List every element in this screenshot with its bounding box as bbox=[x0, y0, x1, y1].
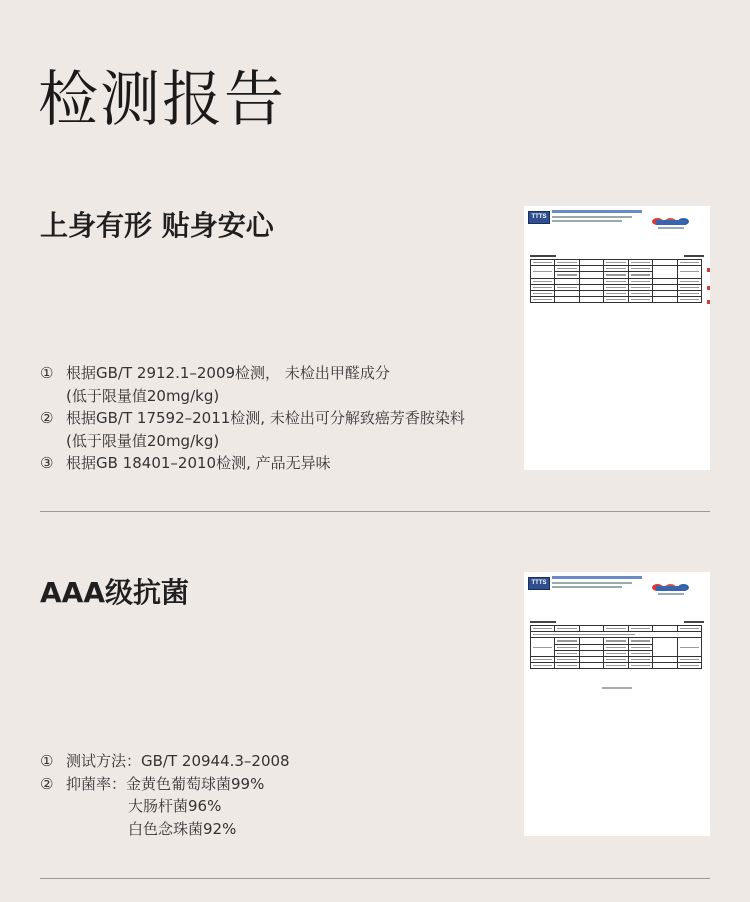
item-number: ② bbox=[40, 774, 54, 793]
list-item bbox=[40, 452, 465, 475]
list-item-note bbox=[40, 818, 290, 841]
item-text: 根据GB/T 2912.1–2009检测， 未检出甲醛成分 bbox=[66, 364, 390, 382]
report-title bbox=[656, 586, 686, 591]
item-text: 测试方法：GB/T 20944.3–2008 bbox=[66, 752, 290, 770]
section-divider bbox=[40, 878, 710, 879]
list-item bbox=[40, 407, 465, 430]
item-text: 抑菌率：金黄色葡萄球菌99% bbox=[66, 774, 265, 793]
item-number: ③ bbox=[40, 454, 54, 473]
list-item-note bbox=[40, 795, 290, 818]
section-heading-antibacterial: AAA级抗菌 bbox=[40, 576, 190, 609]
list-item bbox=[40, 362, 465, 385]
item-text: 根据GB/T 17592–2011检测, 未检出可分解致癌芳香胺染料 bbox=[66, 409, 465, 428]
list-item bbox=[40, 773, 290, 796]
lab-logo: TTTS bbox=[528, 211, 550, 224]
item-text: (低于限量值20mg/kg) bbox=[66, 431, 220, 450]
section-heading-shaping: 上身有形 贴身安心 bbox=[40, 209, 274, 242]
item-number: ① bbox=[40, 364, 54, 382]
test-report-image bbox=[524, 206, 710, 470]
certification-seals bbox=[652, 576, 696, 584]
item-text: (低于限量值20mg/kg) bbox=[66, 386, 220, 405]
test-report-image bbox=[524, 572, 710, 836]
lab-logo: TTTS bbox=[528, 577, 550, 590]
item-text: 白色念珠菌92% bbox=[128, 819, 237, 838]
report-title bbox=[656, 220, 686, 225]
test-results-list bbox=[40, 362, 465, 475]
list-item-note bbox=[40, 385, 465, 408]
report-table bbox=[530, 625, 702, 669]
certification-seals bbox=[652, 210, 696, 218]
report-table bbox=[530, 259, 702, 303]
item-number: ① bbox=[40, 752, 54, 770]
list-item-note bbox=[40, 430, 465, 453]
section-divider bbox=[40, 511, 710, 512]
page-title: 检测报告 bbox=[38, 65, 286, 135]
antibacterial-results-list bbox=[40, 750, 290, 840]
item-text: 大肠杆菌96% bbox=[128, 797, 222, 816]
item-number: ② bbox=[40, 409, 54, 428]
list-item bbox=[40, 750, 290, 773]
item-text: 根据GB 18401–2010检测, 产品无异味 bbox=[66, 454, 331, 473]
